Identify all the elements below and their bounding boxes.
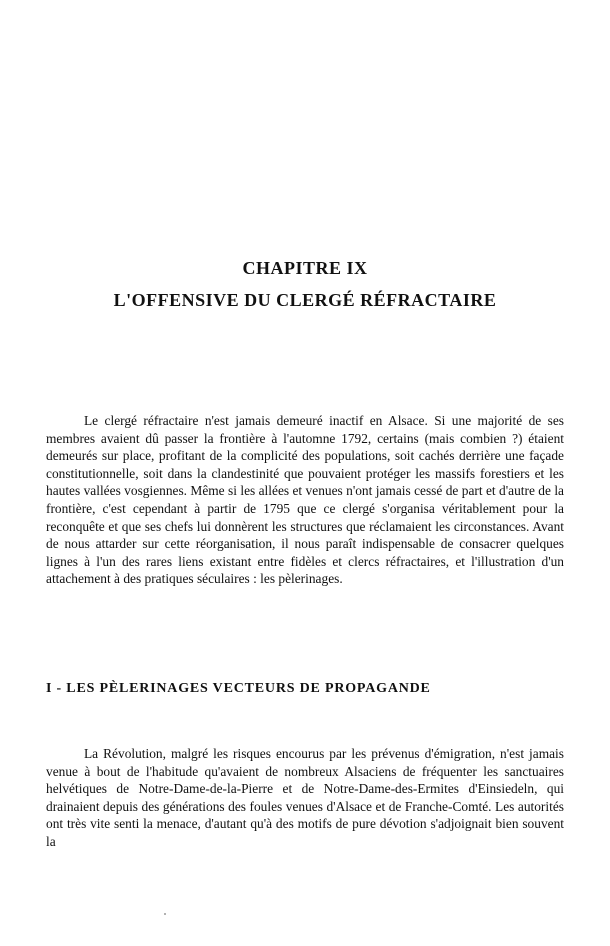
section-paragraph: La Révolution, malgré les risques encourus par les prévenus d'émigration, n'est jamais venue à bout de l'habitude qu'avaient de nombreux Alsaciens de fréquenter les sanctuaires helvétiques de Notre-Dame-de-la-Pierre et de Notre-Dame-des-Ermites d'Einsiedeln, qui drainaient depuis des générations des foules venues d'Alsace et de Franche-Comté. Les autorités ont très vite senti la menace, d'autant qu'à des motifs de pure dévotion s'adjoignait bien souvent la [46, 746, 564, 849]
scan-speck [164, 913, 166, 915]
section-heading: I - LES PÈLERINAGES VECTEURS DE PROPAGANDE [46, 681, 431, 696]
chapter-title: L'OFFENSIVE DU CLERGÉ RÉFRACTAIRE [113, 290, 497, 310]
chapter-number: CHAPITRE IX [242, 258, 368, 278]
intro-paragraph: Le clergé réfractaire n'est jamais demeuré inactif en Alsace. Si une majorité de ses membres avaient dû passer la frontière à l'automne 1792, certains (mais combien ?) étaient demeurés sur place, profitant de la complicité des populations, soit cachés derrière une façade constitutionnelle, soit dans la clandestinité que pouvaient protéger les massifs forestiers et les hautes vallées vosgiennes. Même si les allées et venues n'ont jamais cessé de part et d'autre de la frontière, c'est cependant à partir de 1795 que ce clergé s'organisa véritablement pour la reconquête et que ses chefs lui donnèrent les structures que réclamaient les circonstances. Avant de nous attarder sur cette réorganisation, il nous paraît indispensable de consacrer quelques lignes à l'un des rares liens existant entre fidèles et clercs réfractaires, et l'illustration d'un attachement à des pratiques séculaires : les pèlerinages. [46, 413, 564, 587]
